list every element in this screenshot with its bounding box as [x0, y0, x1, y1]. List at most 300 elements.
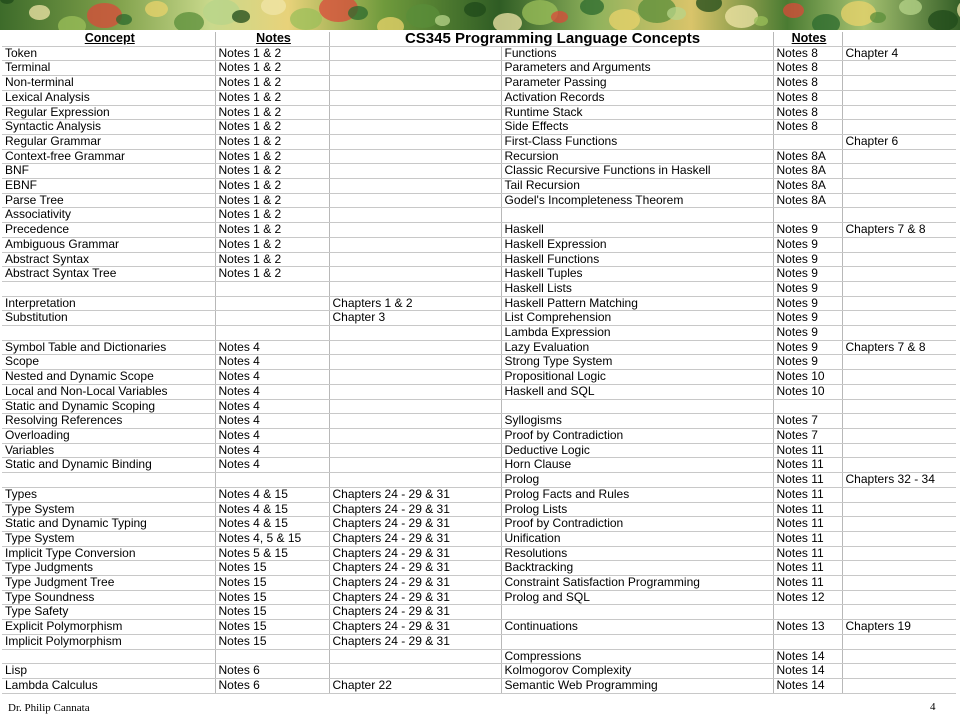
chapters-left-cell	[329, 193, 501, 208]
chapters-left-cell: Chapters 24 - 29 & 31	[329, 531, 501, 546]
table-row	[2, 355, 956, 370]
concept-left-cell: Type System	[2, 502, 215, 517]
chapters-right-cell	[842, 252, 956, 267]
banner-blob	[783, 3, 804, 18]
notes-right-cell: Notes 11	[773, 458, 842, 473]
chapters-left-cell	[329, 340, 501, 355]
chapters-right-cell	[842, 487, 956, 502]
concept-right-cell: Tail Recursion	[501, 179, 773, 194]
notes-left-cell: Notes 1 & 2	[215, 193, 329, 208]
notes-right-cell: Notes 11	[773, 517, 842, 532]
banner-blob	[406, 4, 440, 28]
banner-blob	[232, 10, 250, 23]
chapters-right-cell	[842, 428, 956, 443]
notes-left-cell: Notes 1 & 2	[215, 105, 329, 120]
notes-left-cell: Notes 1 & 2	[215, 237, 329, 252]
concept-left-cell: EBNF	[2, 179, 215, 194]
concept-left-cell: Abstract Syntax Tree	[2, 267, 215, 282]
chapters-right-cell	[842, 517, 956, 532]
chapters-left-cell	[329, 252, 501, 267]
chapters-left-cell	[329, 208, 501, 223]
chapters-right-cell	[842, 605, 956, 620]
concept-right-cell	[501, 208, 773, 223]
concept-right-cell: Recursion	[501, 149, 773, 164]
concept-left-cell: Type Soundness	[2, 590, 215, 605]
concept-right-cell: Lambda Expression	[501, 326, 773, 341]
notes-right-cell: Notes 11	[773, 473, 842, 488]
concept-left-cell	[2, 693, 215, 694]
notes-left-cell: Notes 4	[215, 355, 329, 370]
banner-blob	[116, 14, 132, 25]
notes-right-cell: Notes 9	[773, 326, 842, 341]
concept-left-cell: Static and Dynamic Typing	[2, 517, 215, 532]
chapters-right-cell	[842, 208, 956, 223]
concept-right-cell: Prolog Facts and Rules	[501, 487, 773, 502]
notes-right-cell: Notes 11	[773, 531, 842, 546]
notes-right-cell: Notes 9	[773, 252, 842, 267]
notes-right-cell	[773, 134, 842, 149]
concept-left-cell: Variables	[2, 443, 215, 458]
chapters-left-cell	[329, 237, 501, 252]
chapters-right-cell	[842, 399, 956, 414]
notes-right-cell: Notes 8A	[773, 193, 842, 208]
chapters-left-cell	[329, 428, 501, 443]
concept-right-cell: Proof by Contradiction	[501, 517, 773, 532]
table-row	[2, 134, 956, 149]
concept-left-cell: Local and Non-Local Variables	[2, 384, 215, 399]
chapters-left-cell	[329, 149, 501, 164]
chapters-right-cell	[842, 634, 956, 649]
concept-right-cell: Horn Clause	[501, 458, 773, 473]
banner-blob	[580, 0, 604, 15]
notes-right-cell: Notes 11	[773, 561, 842, 576]
concept-right-cell: Haskell Expression	[501, 237, 773, 252]
banner-blob	[377, 17, 404, 30]
notes-right-cell: Notes 8	[773, 120, 842, 135]
notes-right-cell: Notes 9	[773, 267, 842, 282]
table-row	[2, 590, 956, 605]
notes-left-cell: Notes 1 & 2	[215, 120, 329, 135]
table-row	[2, 399, 956, 414]
concept-left-cell: Substitution	[2, 311, 215, 326]
concept-right-cell	[501, 634, 773, 649]
notes-left-cell: Notes 4	[215, 340, 329, 355]
notes-left-cell: Notes 4	[215, 414, 329, 429]
chapters-right-cell	[842, 561, 956, 576]
notes-left-cell: Notes 1 & 2	[215, 223, 329, 238]
notes-left-cell	[215, 649, 329, 664]
chapters-left-cell	[329, 370, 501, 385]
chapters-left-cell	[329, 179, 501, 194]
concept-left-cell: Associativity	[2, 208, 215, 223]
notes-left-cell: Notes 1 & 2	[215, 179, 329, 194]
table-row	[2, 531, 956, 546]
chapters-left-cell: Chapter 22	[329, 678, 501, 693]
chapters-left-cell	[329, 649, 501, 664]
notes-right-cell: Notes 11	[773, 502, 842, 517]
notes-right-cell: Notes 14	[773, 678, 842, 693]
concept-left-cell: Type Judgments	[2, 561, 215, 576]
table-row	[2, 561, 956, 576]
concept-right-cell: Haskell Lists	[501, 281, 773, 296]
chapters-left-cell: Chapters 24 - 29 & 31	[329, 576, 501, 591]
table-row	[2, 443, 956, 458]
chapters-right-cell: Chapters 19	[842, 620, 956, 635]
concept-left-cell: Types	[2, 487, 215, 502]
table-body	[2, 46, 956, 694]
concept-left-cell: Explicit Polymorphism	[2, 620, 215, 635]
concept-right-cell	[501, 399, 773, 414]
concept-left-cell: Token	[2, 46, 215, 61]
notes-right-cell: Notes 8A	[773, 164, 842, 179]
table-row	[2, 164, 956, 179]
table-row	[2, 502, 956, 517]
chapters-right-cell	[842, 576, 956, 591]
concept-right-cell: Side Effects	[501, 120, 773, 135]
chapters-right-cell	[842, 458, 956, 473]
chapters-left-cell: Chapters 24 - 29 & 31	[329, 502, 501, 517]
table-row	[2, 61, 956, 76]
notes-left-cell: Notes 15	[215, 605, 329, 620]
table-row	[2, 678, 956, 693]
chapters-right-cell	[842, 531, 956, 546]
notes-left-cell: Notes 5 & 15	[215, 546, 329, 561]
concept-left-cell: Type Safety	[2, 605, 215, 620]
notes-right-cell: Notes 7	[773, 428, 842, 443]
chapters-left-cell	[329, 46, 501, 61]
concept-right-cell: Activation Records	[501, 90, 773, 105]
chapters-left-cell: Chapters 24 - 29 & 31	[329, 517, 501, 532]
notes-right-cell: Notes 7	[773, 414, 842, 429]
notes-left-cell: Notes 4 & 15	[215, 502, 329, 517]
table-row	[2, 664, 956, 679]
concept-left-cell: Non-terminal	[2, 76, 215, 91]
chapters-right-cell	[842, 326, 956, 341]
concept-right-cell: Runtime Stack	[501, 105, 773, 120]
chapters-left-cell	[329, 120, 501, 135]
chapters-right-cell	[842, 546, 956, 561]
concept-left-cell: Implicit Type Conversion	[2, 546, 215, 561]
table-row	[2, 576, 956, 591]
concept-right-cell: Continuations	[501, 620, 773, 635]
notes-right-cell: Notes 11	[773, 576, 842, 591]
concept-left-cell: Regular Expression	[2, 105, 215, 120]
table-row	[2, 473, 956, 488]
chapters-left-cell	[329, 76, 501, 91]
concept-right-cell: Backtracking	[501, 561, 773, 576]
table-row	[2, 487, 956, 502]
table-row	[2, 340, 956, 355]
notes-left-cell	[215, 473, 329, 488]
concept-left-cell: Overloading	[2, 428, 215, 443]
notes-right-cell: Notes 8	[773, 76, 842, 91]
notes-left-cell: Notes 15	[215, 576, 329, 591]
notes-header-left: Notes	[215, 32, 329, 46]
banner-blob	[29, 5, 50, 20]
chapters-left-cell: Chapters 24 - 29 & 31	[329, 561, 501, 576]
notes-right-cell: Notes 9	[773, 296, 842, 311]
table-row	[2, 384, 956, 399]
notes-left-cell: Notes 1 & 2	[215, 164, 329, 179]
notes-left-cell: Notes 15	[215, 634, 329, 649]
chapters-left-cell	[329, 384, 501, 399]
chapters-right-cell	[842, 237, 956, 252]
table-row	[2, 149, 956, 164]
banner-blob	[696, 0, 722, 12]
chapters-right-cell	[842, 678, 956, 693]
banner-blob	[870, 12, 886, 23]
notes-left-cell: Notes 4	[215, 370, 329, 385]
concept-right-cell: Parameter Passing	[501, 76, 773, 91]
notes-right-cell: Notes 10	[773, 384, 842, 399]
concept-left-cell: Type Judgment Tree	[2, 576, 215, 591]
table-row	[2, 326, 956, 341]
chapters-right-cell	[842, 296, 956, 311]
chapters-right-cell	[842, 281, 956, 296]
table-row	[2, 414, 956, 429]
chapters-right-cell	[842, 649, 956, 664]
concept-left-cell	[2, 473, 215, 488]
chapters-right-cell	[842, 664, 956, 679]
chapters-left-cell	[329, 61, 501, 76]
table-row	[2, 223, 956, 238]
table-row	[2, 296, 956, 311]
concept-left-cell	[2, 326, 215, 341]
concept-right-cell: Lazy Evaluation	[501, 340, 773, 355]
banner-blob	[928, 10, 958, 30]
table-row	[2, 46, 956, 61]
concept-right-cell: Compressions	[501, 649, 773, 664]
notes-left-cell	[215, 326, 329, 341]
concept-right-cell: Prolog and SQL	[501, 590, 773, 605]
chapters-left-cell	[329, 355, 501, 370]
concept-right-cell: Classic Recursive Functions in Haskell	[501, 164, 773, 179]
notes-left-cell: Notes 15	[215, 590, 329, 605]
table-row	[2, 605, 956, 620]
chapters-right-cell: Chapter 4	[842, 46, 956, 61]
chapters-left-cell	[329, 399, 501, 414]
concept-left-cell: Type System	[2, 531, 215, 546]
notes-left-cell: Notes 1 & 2	[215, 208, 329, 223]
chapters-right-cell	[842, 90, 956, 105]
concept-right-cell: Resolutions	[501, 546, 773, 561]
table-row	[2, 620, 956, 635]
table-row	[2, 76, 956, 91]
chapters-right-cell	[842, 179, 956, 194]
chapters-left-cell	[329, 664, 501, 679]
concept-left-cell: Ambiguous Grammar	[2, 237, 215, 252]
notes-right-cell: Notes 8	[773, 90, 842, 105]
chapters-right-cell	[842, 193, 956, 208]
chapters-right-cell	[842, 443, 956, 458]
notes-right-cell	[773, 208, 842, 223]
table-row	[2, 281, 956, 296]
concept-right-cell: Haskell Functions	[501, 252, 773, 267]
table-row	[2, 90, 956, 105]
chapters-left-cell: Chapters 24 - 29 & 31	[329, 487, 501, 502]
chapters-left-cell	[329, 326, 501, 341]
notes-right-cell: Notes 8	[773, 105, 842, 120]
table-row	[2, 120, 956, 135]
chapters-left-cell: Chapters 24 - 29 & 31	[329, 590, 501, 605]
concept-right-cell: Haskell Pattern Matching	[501, 296, 773, 311]
notes-right-cell: Notes 12	[773, 590, 842, 605]
table-row	[2, 370, 956, 385]
banner-blob	[290, 8, 322, 30]
concept-left-cell: Lexical Analysis	[2, 90, 215, 105]
notes-right-cell	[773, 634, 842, 649]
banner-blob	[261, 0, 286, 15]
concept-right-cell: Propositional Logic	[501, 370, 773, 385]
chapters-left-cell	[329, 473, 501, 488]
concept-right-cell	[501, 605, 773, 620]
chapters-left-cell	[329, 458, 501, 473]
concept-left-cell: Terminal	[2, 61, 215, 76]
concept-right-cell	[501, 693, 773, 694]
concept-left-cell: Static and Dynamic Scoping	[2, 399, 215, 414]
chapters-left-cell: Chapters 24 - 29 & 31	[329, 634, 501, 649]
banner-blob	[725, 5, 758, 28]
concept-left-cell: Context-free Grammar	[2, 149, 215, 164]
notes-left-cell	[215, 693, 329, 694]
concept-left-cell: Precedence	[2, 223, 215, 238]
banner-blob	[464, 2, 486, 17]
banner-blob	[609, 9, 640, 30]
chapters-left-cell	[329, 281, 501, 296]
chapters-right-cell	[842, 502, 956, 517]
notes-left-cell: Notes 1 & 2	[215, 90, 329, 105]
chapters-left-cell	[329, 267, 501, 282]
notes-left-cell: Notes 4, 5 & 15	[215, 531, 329, 546]
notes-left-cell: Notes 6	[215, 664, 329, 679]
banner-blob	[58, 16, 86, 30]
notes-right-cell: Notes 11	[773, 443, 842, 458]
concept-left-cell	[2, 281, 215, 296]
chapters-right-cell	[842, 164, 956, 179]
chapters-right-cell: Chapters 7 & 8	[842, 340, 956, 355]
notes-left-cell: Notes 4	[215, 384, 329, 399]
notes-right-cell: Notes 9	[773, 340, 842, 355]
chapters-right-cell	[842, 384, 956, 399]
notes-right-cell: Notes 9	[773, 311, 842, 326]
chapters-left-cell: Chapters 1 & 2	[329, 296, 501, 311]
chapters-left-cell	[329, 693, 501, 694]
chapters-right-cell: Chapters 32 - 34	[842, 473, 956, 488]
concept-left-cell: Implicit Polymorphism	[2, 634, 215, 649]
banner-blob	[174, 12, 204, 30]
concept-right-cell: Haskell and SQL	[501, 384, 773, 399]
concept-right-cell: First-Class Functions	[501, 134, 773, 149]
concept-left-cell: Static and Dynamic Binding	[2, 458, 215, 473]
concept-right-cell: Proof by Contradiction	[501, 428, 773, 443]
concept-right-cell: Godel's Incompleteness Theorem	[501, 193, 773, 208]
chapters-left-cell	[329, 134, 501, 149]
banner-blob	[0, 0, 14, 4]
concept-right-cell: Semantic Web Programming	[501, 678, 773, 693]
concept-left-cell: Nested and Dynamic Scope	[2, 370, 215, 385]
banner-blob	[551, 11, 568, 23]
notes-left-cell: Notes 4	[215, 443, 329, 458]
chapters-right-cell	[842, 61, 956, 76]
concept-right-cell: Haskell Tuples	[501, 267, 773, 282]
concept-header-left: Concept	[2, 32, 215, 46]
banner-blob	[435, 15, 450, 26]
table-row	[2, 267, 956, 282]
chapters-left-cell	[329, 105, 501, 120]
notes-left-cell: Notes 1 & 2	[215, 149, 329, 164]
notes-left-cell: Notes 4	[215, 458, 329, 473]
table-row	[2, 237, 956, 252]
chapters-right-cell	[842, 370, 956, 385]
table-row	[2, 252, 956, 267]
banner-blob	[667, 7, 686, 20]
chapters-right-cell	[842, 76, 956, 91]
table-row	[2, 546, 956, 561]
banner-blob	[145, 1, 168, 17]
notes-right-cell: Notes 8A	[773, 179, 842, 194]
concept-right-cell: List Comprehension	[501, 311, 773, 326]
chapters-right-cell	[842, 414, 956, 429]
chapters-right-cell	[842, 120, 956, 135]
notes-left-cell: Notes 1 & 2	[215, 267, 329, 282]
chapters-right-cell	[842, 355, 956, 370]
concept-left-cell: Symbol Table and Dictionaries	[2, 340, 215, 355]
notes-left-cell: Notes 4 & 15	[215, 487, 329, 502]
table-row	[2, 634, 956, 649]
chapters-right-cell	[842, 149, 956, 164]
notes-right-cell: Notes 14	[773, 664, 842, 679]
notes-left-cell: Notes 15	[215, 620, 329, 635]
concept-left-cell: Resolving References	[2, 414, 215, 429]
table-row	[2, 517, 956, 532]
concept-left-cell: Scope	[2, 355, 215, 370]
chapters-left-cell	[329, 90, 501, 105]
sheet-title: CS345 Programming Language Concepts	[329, 32, 773, 46]
chapters-right-cell	[842, 311, 956, 326]
concept-left-cell: Abstract Syntax	[2, 252, 215, 267]
table-row	[2, 428, 956, 443]
notes-right-cell: Notes 11	[773, 546, 842, 561]
banner-blob	[899, 0, 922, 15]
notes-left-cell: Notes 4 & 15	[215, 517, 329, 532]
notes-right-cell	[773, 605, 842, 620]
table-row	[2, 649, 956, 664]
notes-left-cell: Notes 1 & 2	[215, 76, 329, 91]
page-number: 4	[930, 701, 936, 713]
concept-left-cell	[2, 649, 215, 664]
notes-left-cell: Notes 1 & 2	[215, 134, 329, 149]
notes-right-cell: Notes 8A	[773, 149, 842, 164]
notes-right-cell: Notes 8	[773, 61, 842, 76]
concept-right-cell: Functions	[501, 46, 773, 61]
notes-right-cell: Notes 10	[773, 370, 842, 385]
notes-left-cell: Notes 15	[215, 561, 329, 576]
notes-header-right: Notes	[773, 32, 842, 46]
table-row	[2, 693, 956, 694]
chapters-left-cell	[329, 443, 501, 458]
notes-left-cell: Notes 4	[215, 428, 329, 443]
chapters-right-cell	[842, 693, 956, 694]
concept-right-cell: Kolmogorov Complexity	[501, 664, 773, 679]
chapters-left-cell: Chapters 24 - 29 & 31	[329, 620, 501, 635]
notes-left-cell: Notes 6	[215, 678, 329, 693]
banner-blob	[812, 14, 840, 30]
table-row	[2, 458, 956, 473]
concept-right-cell: Haskell	[501, 223, 773, 238]
concept-left-cell: Syntactic Analysis	[2, 120, 215, 135]
notes-left-cell	[215, 296, 329, 311]
concept-left-cell: BNF	[2, 164, 215, 179]
